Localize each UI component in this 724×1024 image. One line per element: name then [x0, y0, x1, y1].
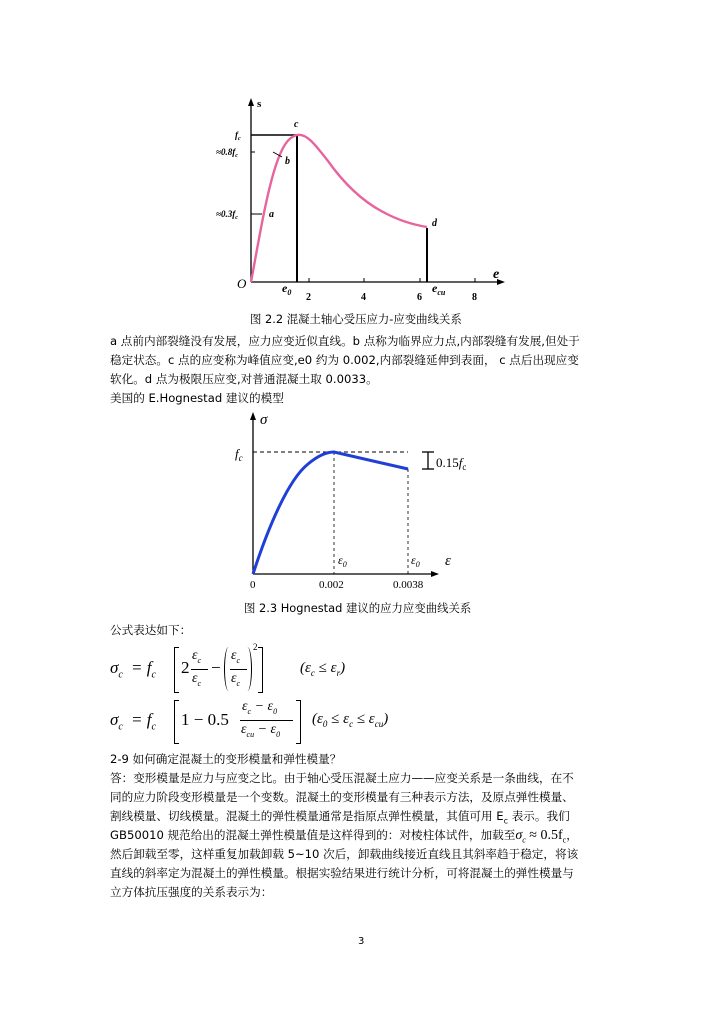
- answer-line-tail: 表示。我们: [508, 809, 570, 823]
- paragraph-line: 软化。d 点为极限压应变,对普通混凝土取 0.0033。: [110, 372, 378, 386]
- figure1-caption: 图 2.2 混凝土轴心受压应力-应变曲线关系: [250, 312, 462, 326]
- formula-den: $\varepsilon_{cu} - \varepsilon_0$: [241, 722, 281, 739]
- page-number: 3: [358, 936, 365, 947]
- formula-bracket-left: [174, 647, 179, 693]
- formula-lhs: $\sigma_c$: [110, 710, 123, 733]
- answer-line: 同的应力阶段变形模量是一个变数。混凝土的变形模量有三种表示方法，及原点弹性模量、: [110, 790, 574, 804]
- answer-line-text: 割线模量、切线模量。混凝土的弹性模量通常是指原点弹性模量，其值可用 E: [110, 809, 504, 823]
- answer-line: 直线的斜率定为混凝土的弹性模量。根据实验结果进行统计分析，可将混凝土的弹性模量与: [110, 866, 574, 880]
- formula-den: $\varepsilon_c$: [192, 671, 202, 688]
- x-axis-label: e: [493, 267, 500, 282]
- answer-line-text: GB50010 规范给出的混凝土弹性模量值是这样得到的：对棱柱体试件，加载至: [110, 828, 516, 842]
- point-a-label: a: [269, 209, 274, 220]
- y-label-08fc: $\approx 0.8f_c$: [216, 147, 238, 159]
- formula-1: [110, 642, 410, 695]
- y-axis-label: σ: [260, 412, 268, 428]
- formula-power: 2: [253, 642, 258, 652]
- stress-strain-curve: [251, 135, 427, 282]
- question-heading: 2-9 如何确定混凝土的变形模量和弹性模量？: [110, 752, 342, 766]
- x-label-e0: $e_0$: [282, 281, 292, 297]
- formula-inner: 1 − 0.5: [181, 710, 229, 729]
- answer-line: 然后卸载至零，这样重复加载卸载 5~10 次后，卸载曲线接近直线且其斜率趋于稳定，将该: [110, 847, 579, 861]
- x-tick-label: 2: [306, 292, 311, 303]
- approx-text: ≈ 0.5f: [525, 828, 563, 843]
- answer-line: 答：变形模量是应力与应变之比。由于轴心受压混凝土应力——应变关系是一条曲线，在不: [110, 771, 574, 785]
- formula-num2: $\varepsilon_c$: [231, 648, 241, 665]
- formula-coef: 2: [181, 658, 190, 677]
- sigma-symbol: σ: [515, 828, 523, 843]
- x-axis-label: ε: [445, 553, 451, 569]
- answer-line: 立方体抗压强度的关系表示为：: [110, 885, 273, 899]
- x-tick-label: 8: [472, 292, 477, 303]
- formula-num: $\varepsilon_c$: [192, 648, 202, 665]
- fc-label: $f_c$: [235, 446, 243, 463]
- formula-intro: 公式表达如下：: [110, 623, 192, 637]
- origin-label: O: [237, 276, 247, 291]
- point-c-label: c: [294, 119, 299, 130]
- formula-condition: $(\varepsilon_c \le \varepsilon_r)$: [300, 660, 346, 678]
- formula-bracket-right: [258, 647, 263, 693]
- hognestad-curve: [253, 452, 408, 574]
- x-label-ecu: $e_{cu}$: [432, 281, 446, 297]
- eps0-label: $\varepsilon_0$: [338, 553, 347, 569]
- answer-comma: ，: [566, 828, 578, 842]
- drop-label: $0.15f_c$: [436, 455, 467, 472]
- y-label-03fc: $\approx 0.3f_c$: [216, 209, 238, 221]
- sigma-subscript: c: [522, 835, 526, 845]
- formula-lhs: $\sigma_c$: [110, 658, 123, 681]
- formula-bracket-right: [296, 700, 301, 744]
- fraction-bar: [191, 669, 208, 670]
- formula-2: [110, 698, 430, 748]
- eps0-label: $\varepsilon_0$: [411, 553, 420, 569]
- figure-hognestad-curve: [228, 408, 498, 598]
- point-b-label: b: [285, 156, 290, 167]
- x-tick-label: 0: [250, 579, 256, 591]
- model-intro: 美国的 E.Hognestad 建议的模型: [110, 391, 284, 405]
- approx-subscript: c: [562, 835, 567, 845]
- paragraph-line: 稳定状态。c 点的应变称为峰值应变,e0 约为 0.002,内部裂缝延伸到表面， c 点后出现应变: [110, 353, 579, 367]
- formula-num: $\varepsilon_c - \varepsilon_0$: [242, 699, 278, 716]
- formula-eq: = $f_c$: [131, 710, 156, 733]
- y-axis-label: s: [257, 98, 262, 110]
- y-axis-arrow: [248, 98, 254, 106]
- x-tick-label: 0.002: [319, 579, 344, 591]
- fraction-bar: [240, 720, 293, 721]
- x-tick-label: 4: [361, 292, 366, 303]
- x-tick-label: 6: [417, 292, 422, 303]
- x-tick-label: 0.0038: [393, 579, 424, 591]
- formula-bracket-left: [174, 700, 179, 744]
- formula-den2: $\varepsilon_c$: [231, 671, 241, 688]
- paragraph-line: a 点前内部裂缝没有发展，应力应变近似直线。b 点称为临界应力点,内部裂缝有发展,但处于: [110, 334, 580, 348]
- y-axis-arrow: [250, 412, 256, 420]
- formula-minus: −: [211, 658, 221, 677]
- y-label-fc: $f_c$: [235, 130, 241, 142]
- figure2-caption: 图 2.3 Hognestad 建议的应力应变曲线关系: [244, 601, 472, 615]
- paren-right: [243, 647, 252, 691]
- formula-eq: = $f_c$: [131, 658, 156, 681]
- point-d-label: d: [432, 218, 437, 229]
- formula-condition: $(\varepsilon_0 \le \varepsilon_c \le \varepsilon_{cu})$: [312, 711, 389, 729]
- figure-stress-strain-curve: [210, 95, 510, 305]
- x-axis-arrow: [431, 571, 439, 577]
- ec-subscript: c: [503, 816, 509, 826]
